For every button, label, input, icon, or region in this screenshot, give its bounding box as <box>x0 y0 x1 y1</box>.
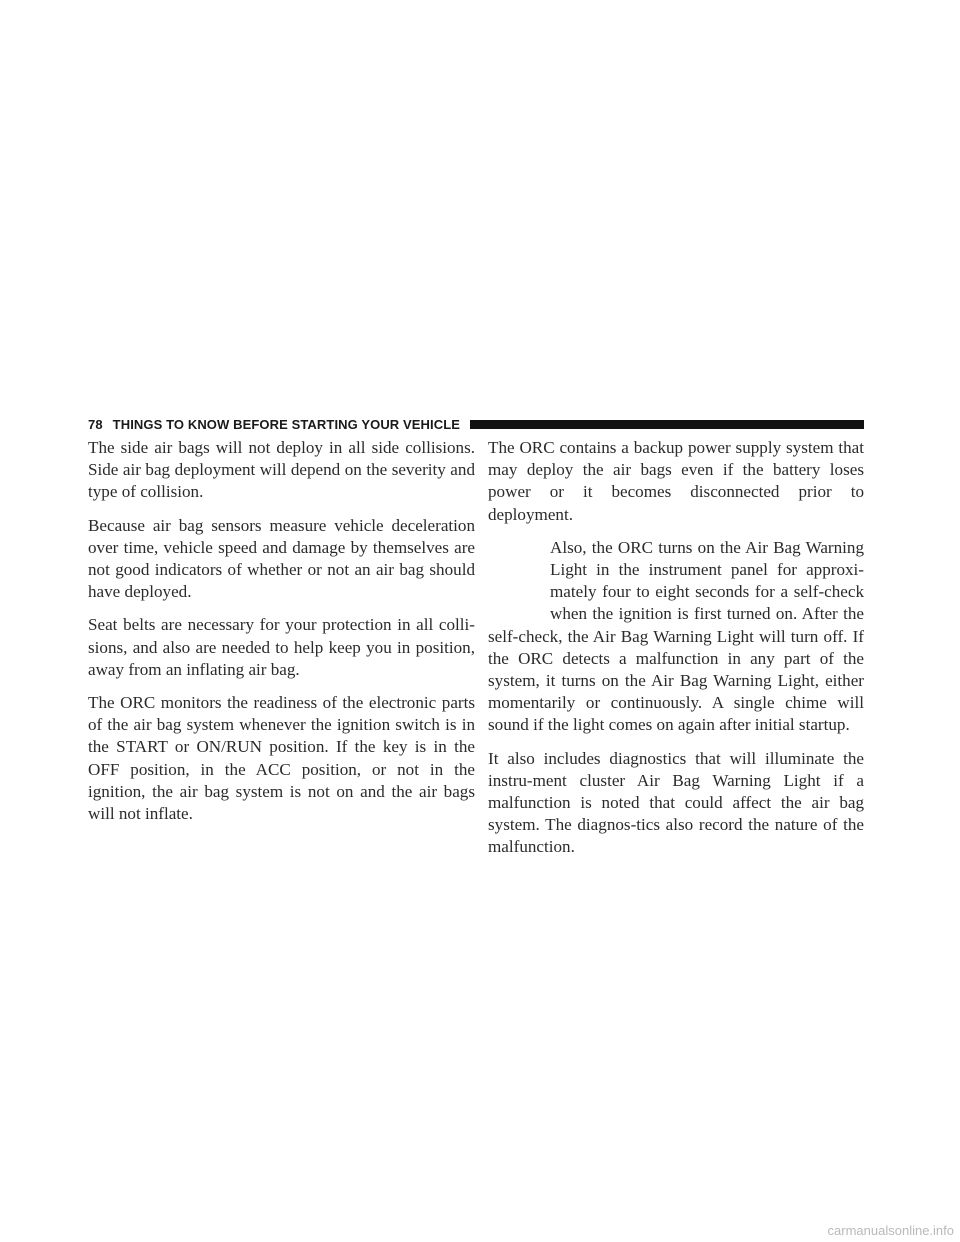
watermark: carmanualsonline.info <box>827 1223 954 1238</box>
section-title: THINGS TO KNOW BEFORE STARTING YOUR VEHICLE <box>112 416 461 432</box>
paragraph-backup-power: The ORC contains a backup power supply system that may deploy the air bags even if the battery loses power or it becomes disconnected prior to deployment. <box>488 438 864 524</box>
right-column <box>488 437 864 870</box>
icon-placeholder-space <box>488 537 550 625</box>
paragraph-sensors: Because air bag sensors measure vehicle deceleration over time, vehicle speed and damage by themselves are not good indicators of whether or not an air bag should have deployed. <box>88 515 475 602</box>
page-header <box>88 413 864 435</box>
paragraph-warning-light-wrapper <box>488 537 864 737</box>
paragraph-diagnostics: It also includes diagnostics that will illuminate the instru-ment cluster Air Bag Warning Light if a malfunction is noted that could affect the air bag system. The diagnos-tics also record the nature of the malfunction. <box>488 748 864 857</box>
paragraph-warning-light: Also, the ORC turns on the Air Bag Warning Light in the instrument panel for approxi-mately four to eight seconds for a self-check when the ignition is first turned on. After the self-check, the Air Bag Warning Light will turn off. If the ORC detects a malfunction in any part of the system, it turns on the Air Bag Warning Light, either momentarily or continuously. A single chime will sound if the light comes on again after initial startup. <box>488 537 864 735</box>
header-rule <box>470 420 864 429</box>
paragraph-orc-monitors: The ORC monitors the readiness of the electronic parts of the air bag system whenever the ignition switch is in the START or ON/RUN position. If the key is in the OFF position, in the ACC position, or not in the ignition, the air bag system is not on and the air bags will not inflate. <box>88 693 475 824</box>
paragraph-seat-belts: Seat belts are necessary for your protection in all colli-sions, and also are needed to help keep you in position, away from an inflating air bag. <box>88 615 475 679</box>
left-column <box>88 437 475 836</box>
paragraph-side-airbags: The side air bags will not deploy in all side collisions. Side air bag deployment will depend on the severity and type of collision. <box>88 438 475 502</box>
page-number: 78 <box>88 416 103 432</box>
